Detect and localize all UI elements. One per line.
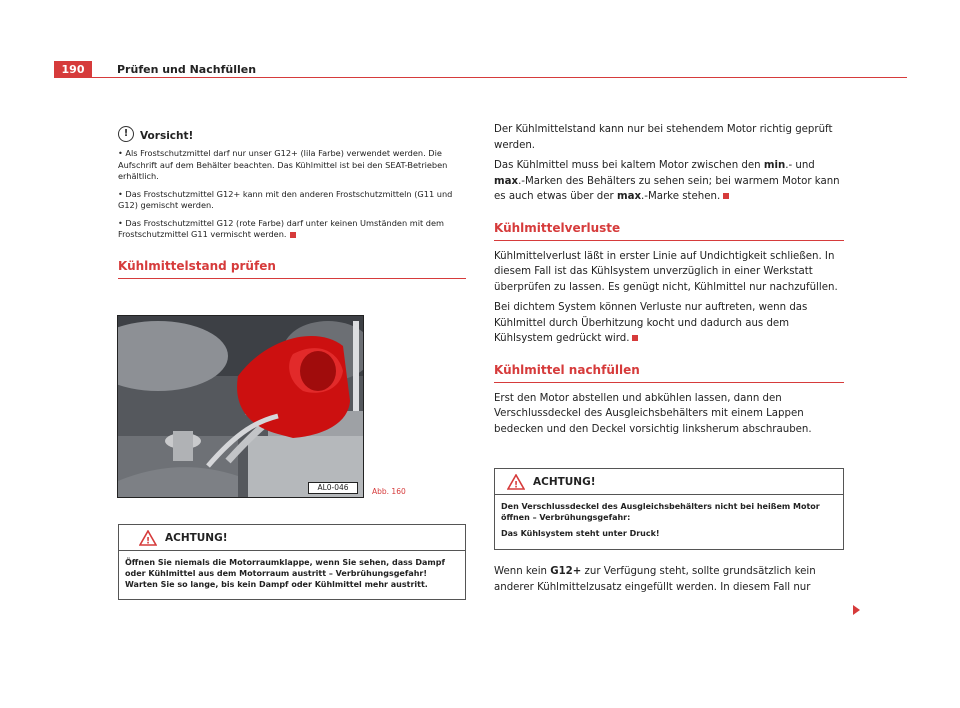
svg-text:!: ! — [145, 536, 151, 546]
end-mark — [290, 232, 296, 238]
bottom-a: Wenn kein — [494, 566, 551, 577]
warning-body — [119, 551, 465, 601]
warning-triangle-icon — [507, 474, 525, 490]
intro-p2-c: .-Marken des Behälters zu sehen sein; bei warmem Motor kann es auch etwas über der — [494, 175, 840, 202]
section-title-kuehlmittelverluste: Kühlmittelverluste — [494, 221, 844, 241]
caution-paragraph-3 — [118, 218, 466, 241]
max-mark: max — [494, 175, 519, 187]
warning-title: ACHTUNG! — [165, 531, 228, 544]
caution-paragraph-3-text: • Das Frostschutzmittel G12 (rote Farbe) darf unter keinen Umständen mit dem Frostschutzmittel G11 vermischt werden. — [118, 217, 445, 239]
bottom-b: zur Verfügung steht, sollte grundsätzlich kein anderer Kühlmittelzusatz eingefüllt werden. In diesem Fall nur — [494, 566, 816, 593]
page-header-title: Prüfen und Nachfüllen — [117, 63, 257, 76]
engine-coolant-figure — [117, 315, 364, 498]
nachfuellen-paragraph-1: Erst den Motor abstellen und abkühlen lassen, dann den Verschlussdeckel des Ausgleichsbehälters mit einem Lappen bedecken und den Deckel vorsichtig linksherum abschrauben. — [494, 392, 812, 435]
warning-right-p2: Das Kühlsystem steht unter Druck! — [501, 529, 660, 538]
warning-right-p1: Den Verschlussdeckel des Ausgleichsbehälters nicht bei heißem Motor öffnen – Verbrühungsgefahr: — [501, 502, 820, 522]
intro-p2-d: .-Marke stehen. — [641, 191, 721, 202]
engine-bay-illustration — [118, 316, 364, 498]
figure-label: AL0-046 — [308, 482, 358, 494]
g12-plus: G12+ — [550, 566, 582, 577]
verluste-paragraph-1: Kühlmittelverlust läßt in erster Linie auf Undichtigkeit schließen. In diesem Fall ist das Kühlsystem unverzüglich in einer Werkstatt überprüfen zu lassen. Es genügt nicht, Kühlmittel nur nachzufüllen. — [494, 250, 838, 293]
bottom-paragraph-text — [494, 564, 844, 595]
section-title-nachfuellen: Kühlmittel nachfüllen — [494, 363, 844, 383]
intro-paragraph-2 — [494, 158, 844, 205]
right-column — [494, 122, 844, 442]
warning-text: Öffnen Sie niemals die Motorraumklappe, wenn Sie sehen, dass Dampf oder Kühlmittel aus dem Motorraum austritt – Verbrühungsgefahr! Warten Sie so lange, bis kein Dampf oder Kühlmittel mehr austritt. — [125, 558, 445, 589]
warning-header-right — [495, 469, 843, 495]
end-mark — [723, 193, 729, 199]
warning-header — [119, 525, 465, 551]
warning-triangle-icon — [139, 530, 157, 546]
caution-paragraph-2: • Das Frostschutzmittel G12+ kann mit den anderen Frostschutzmitteln (G11 und G12) gemischt werden. — [118, 188, 453, 210]
warning-box-left — [118, 524, 466, 600]
max-mark-2: max — [616, 191, 642, 202]
intro-p2-b: .- und — [785, 160, 815, 171]
intro-p2-a: Das Kühlmittel muss bei kaltem Motor zwischen den — [494, 160, 764, 171]
header-rule — [92, 77, 907, 78]
warning-body-right — [495, 495, 843, 550]
caution-title: Vorsicht! — [140, 130, 194, 142]
warning-box-right — [494, 468, 844, 550]
left-column — [118, 124, 466, 279]
bottom-paragraph — [494, 564, 844, 600]
figure-caption: Abb. 160 — [372, 487, 406, 496]
min-mark: min — [763, 160, 786, 171]
exclamation-circle-icon: ! — [118, 126, 134, 142]
continue-arrow-icon — [853, 605, 860, 615]
verluste-paragraph-2 — [494, 300, 844, 347]
caution-header — [118, 124, 466, 142]
svg-text:!: ! — [513, 480, 519, 490]
page-number: 190 — [54, 61, 92, 78]
end-mark — [632, 335, 638, 341]
warning-title-right: ACHTUNG! — [533, 475, 596, 488]
verluste-p2-text: Bei dichtem System können Verluste nur auftreten, wenn das Kühlmittel durch Überhitzung kocht und dadurch aus dem Kühlsystem gedrückt wird. — [494, 302, 808, 344]
section-title-kuehlmittelstand: Kühlmittelstand prüfen — [118, 259, 466, 279]
intro-paragraph-1: Der Kühlmittelstand kann nur bei stehendem Motor richtig geprüft werden. — [494, 124, 833, 151]
caution-paragraph-1: • Als Frostschutzmittel darf nur unser G12+ (lila Farbe) verwendet werden. Die Aufschrift auf dem Behälter beachten. Das Kühlmittel ist bei den SEAT-Betrieben erhältlich. — [118, 148, 448, 181]
